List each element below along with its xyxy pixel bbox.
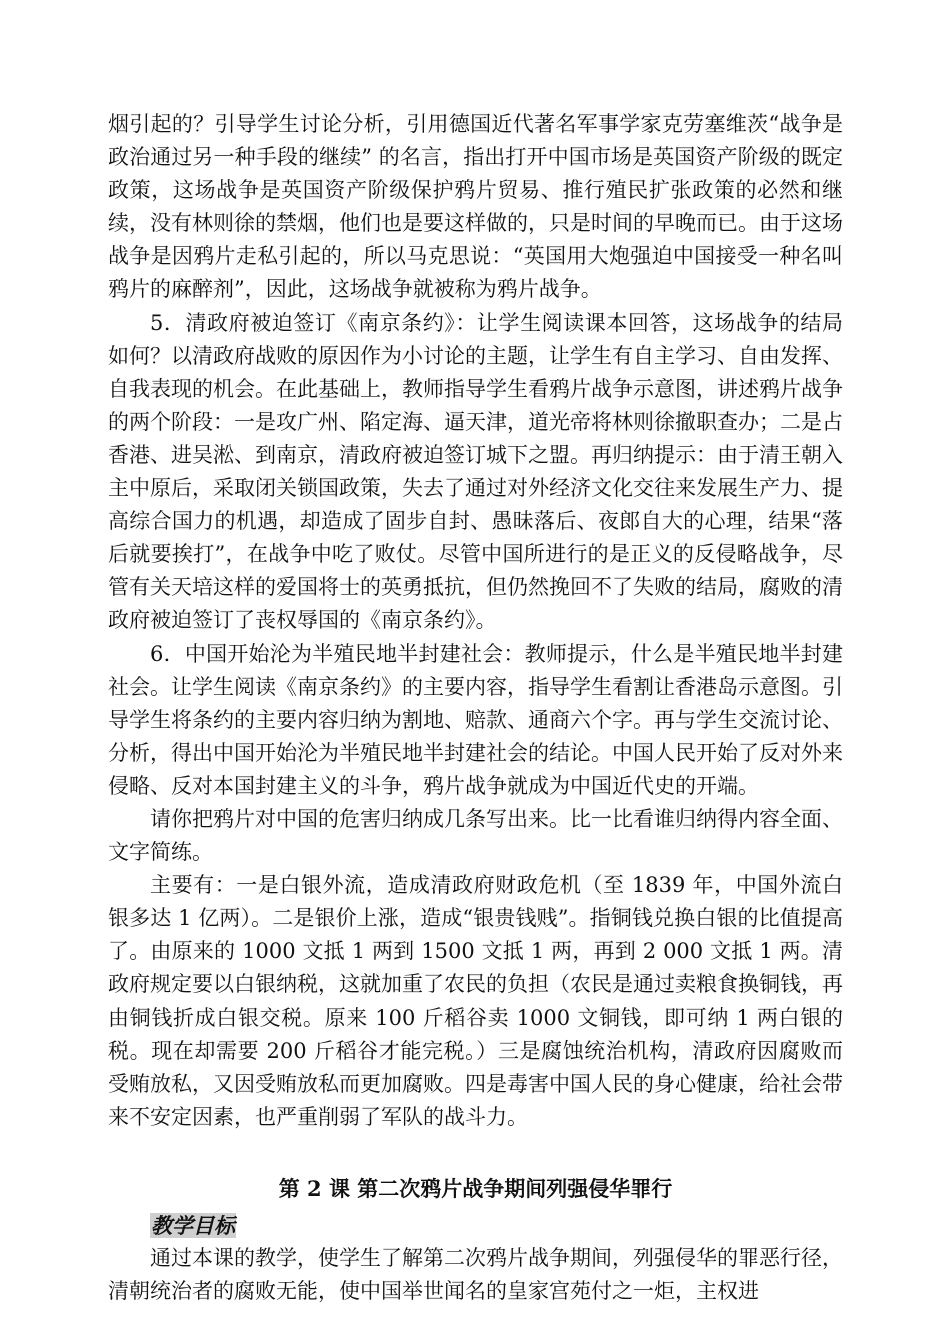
paragraph-nanjing-treaty: 5．清政府被迫签订《南京条约》：让学生阅读课本回答，这场战争的结局如何？以清政府战败的原因作为小讨论的主题，让学生有自主学习、自由发挥、自我表现的机会。在此基础上，教师指导学生看鸦片战争示意图，讲述鸦片战争的两个阶段：一是攻广州、陷定海、逼天津，道光帝将林则徐撤职查办；二是占香港、进吴淞、到南京，清政府被迫签订城下之盟。再归纳提示：由于清王朝入主中原后，采取闭关锁国政策，失去了通过对外经济文化交往来发展生产力、提高综合国力的机遇，却造成了固步自封、愚昧落后、夜郎自大的心理，结果“落后就要挨打”，在战争中吃了败仗。尽管中国所进行的是正义的反侵略战争，尽管有关天培这样的爱国将士的英勇抵抗，但仍然挽回不了失败的结局，腐败的清政府被迫签订了丧权辱国的《南京条约》。 (108, 310, 843, 633)
section-heading-teaching-objectives (108, 1209, 843, 1242)
section-heading-label: 教学目标 (151, 1212, 235, 1238)
document-page (108, 108, 843, 1308)
paragraph-exercise-answer: 主要有：一是白银外流，造成清政府财政危机（至 1839 年，中国外流白银多达 1 亿两）。二是银价上涨，造成“银贵钱贱”。指铜钱兑换白银的比值提高了。由原来的 1000 文抵 1 两到 1500 文抵 1 两，再到 2 000 文抵 1 两。清政府规定要以白银纳税，这就加重了农民的负担（农民是通过卖粮食换铜钱，再由铜钱折成白银交税。原来 100 斤稻谷卖 1000 文铜钱，即可纳 1 两白银的税。现在却需要 200 斤稻谷才能完税。）三是腐蚀统治机构，清政府因腐败而受贿放私，又因受贿放私而更加腐败。四是毒害中国人民的身心健康，给社会带来不安定因素，也严重削弱了军队的战斗力。 (108, 873, 843, 1129)
lesson-title: 第 2 课 第二次鸦片战争期间列强侵华罪行 (278, 1175, 673, 1201)
paragraph-teaching-objectives: 通过本课的教学，使学生了解第二次鸦片战争期间，列强侵华的罪恶行径，清朝统治者的腐败无能，使中国举世闻名的皇家宫苑付之一炬，主权进 (108, 1245, 843, 1303)
paragraph-exercise-prompt: 请你把鸦片对中国的危害归纳成几条写出来。比一比看谁归纳得内容全面、文字简练。 (108, 806, 843, 865)
paragraph-semi-colonial-society: 6．中国开始沦为半殖民地半封建社会：教师提示，什么是半殖民地半封建社会。让学生阅读《南京条约》的主要内容，指导学生看割让香港岛示意图。引导学生将条约的主要内容归纳为割地、赔款、通商六个字。再与学生交流讨论、分析，得出中国开始沦为半殖民地半封建社会的结论。中国人民开始了反对外来侵略、反对本国封建主义的斗争，鸦片战争就成为中国近代史的开端。 (108, 641, 843, 798)
paragraph-opium-war-cause: 烟引起的？引导学生讨论分析，引用德国近代著名军事学家克劳塞维茨“战争是政治通过另一种手段的继续” 的名言，指出打开中国市场是英国资产阶级的既定政策，这场战争是英国资产阶级保护鸦片贸易、推行殖民扩张政策的必然和继续，没有林则徐的禁烟，他们也是要这样做的，只是时间的早晚而已。由于这场战争是因鸦片走私引起的，所以马克思说：“英国用大炮强迫中国接受一种名叫鸦片的麻醉剂”，因此，这场战争就被称为鸦片战争。 (108, 112, 843, 302)
